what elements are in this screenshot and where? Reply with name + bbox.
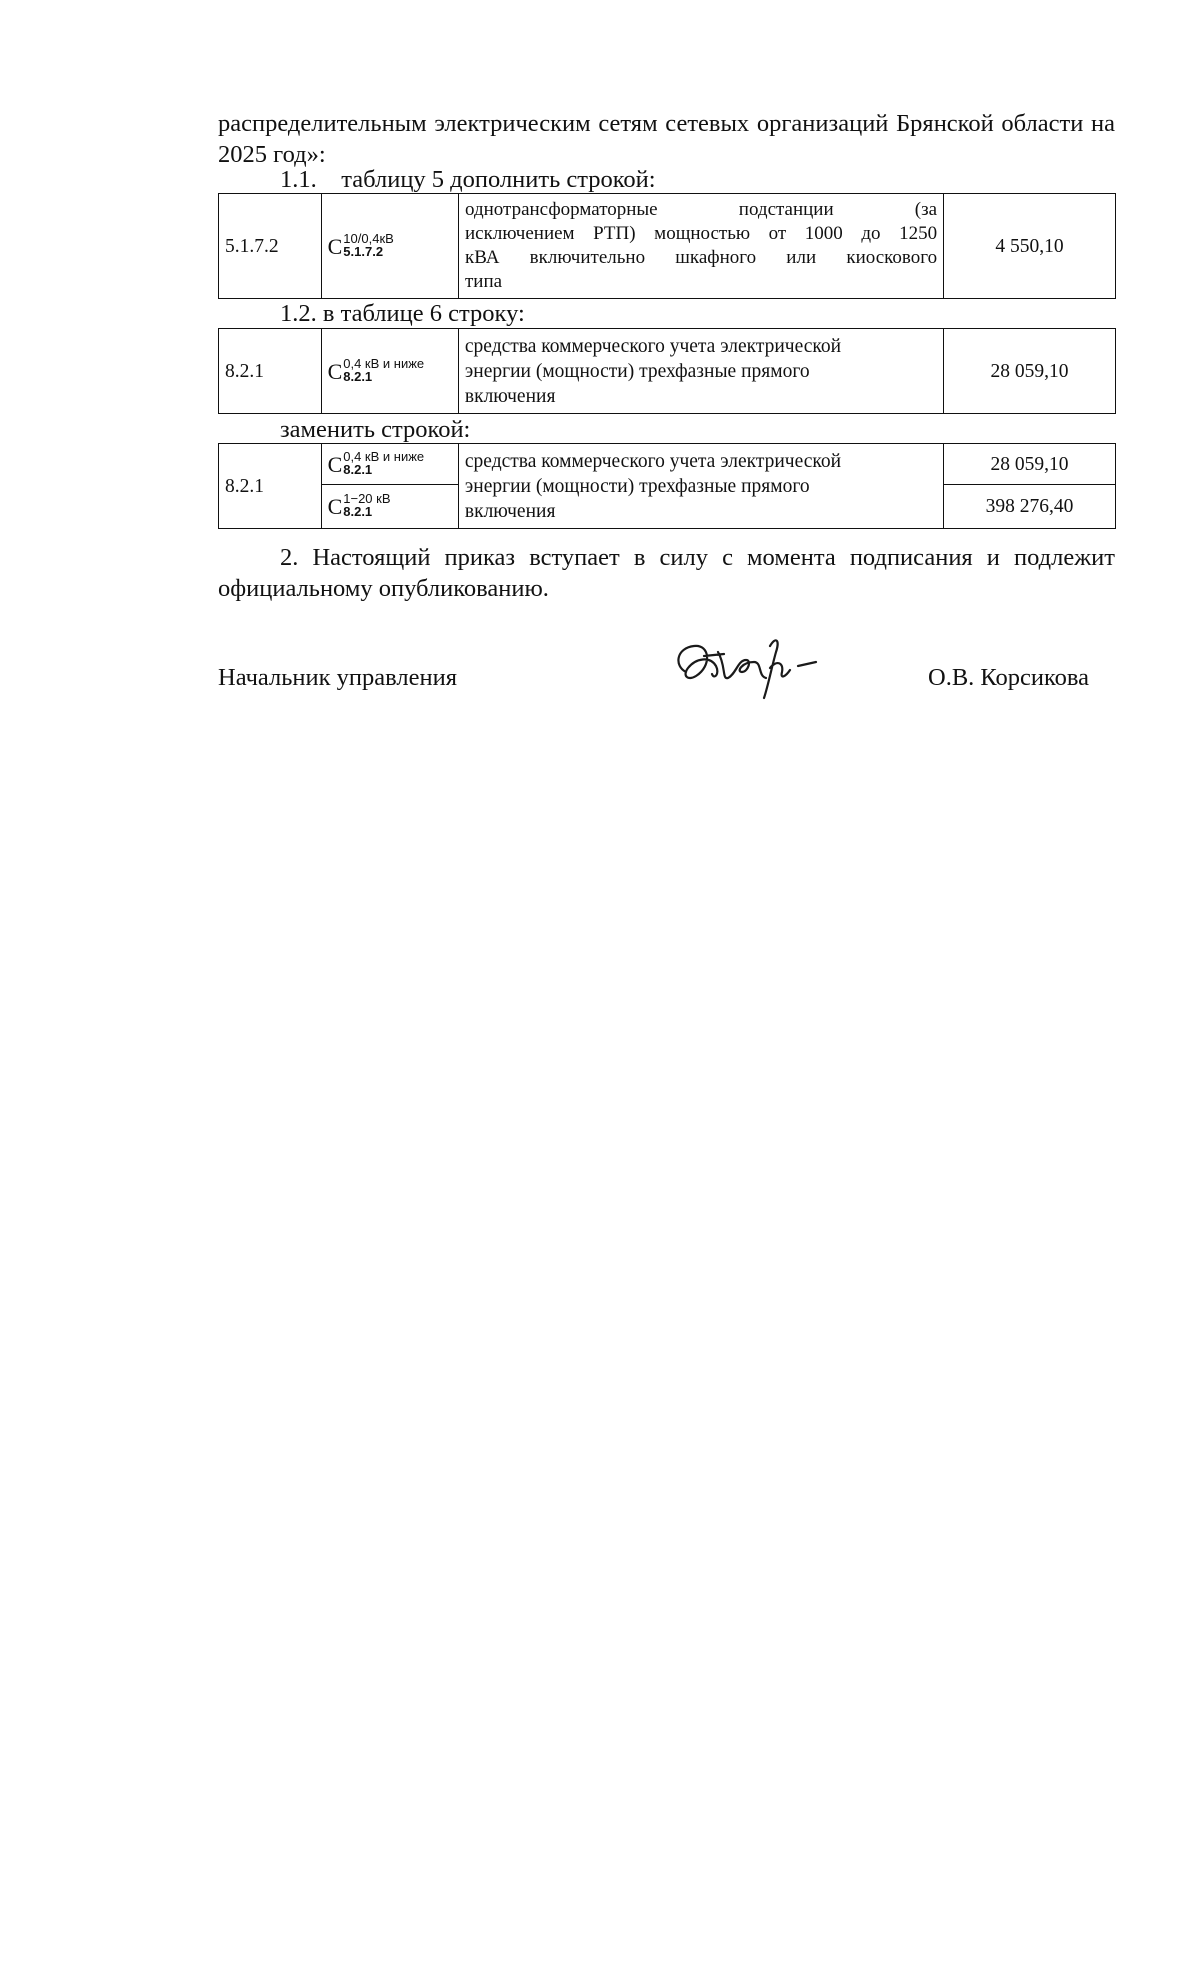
rate-symbol-low-voltage: С 0,4 кВ и ниже 8.2.1 (321, 444, 458, 485)
table-row (219, 194, 1116, 299)
table5-addition (218, 193, 1116, 299)
row-description: средства коммерческого учета электрической энергии (мощности) трехфазные прямого включения (458, 329, 943, 414)
rate-symbol: С 10/0,4кВ 5.1.7.2 (321, 194, 458, 299)
row-value-low-voltage: 28 059,10 (943, 444, 1115, 485)
item-1-1-heading: 1.1. таблицу 5 дополнить строкой: (280, 166, 656, 193)
item-2-paragraph: 2. Настоящий приказ вступает в силу с момента подписания и подлежит официальному опубликованию. (218, 544, 1115, 602)
intro-paragraph: распределительным электрическим сетям сетевых организаций Брянской области на 2025 год»: (218, 110, 1115, 168)
signer-title: Начальник управления (218, 664, 457, 691)
row-description: средства коммерческого учета электрической энергии (мощности) трехфазные прямого включения (458, 444, 943, 529)
row-value-1-20kv: 398 276,40 (943, 485, 1115, 529)
replace-heading: заменить строкой: (280, 416, 471, 443)
signer-name: О.В. Корсикова (928, 664, 1090, 691)
row-value: 4 550,10 (944, 194, 1116, 299)
table6-new-row (218, 443, 1116, 529)
row-code: 8.2.1 (219, 444, 322, 529)
row-value: 28 059,10 (943, 329, 1115, 414)
table-row (219, 444, 1116, 485)
table-row (219, 329, 1116, 414)
row-description: однотрансформаторные подстанции (за исключением РТП) мощностью от 1000 до 1250 кВА включительно шкафного или киоскового типа (459, 194, 944, 299)
item-1-2-heading: 1.2. в таблице 6 строку: (280, 300, 525, 327)
table6-old-row (218, 328, 1116, 414)
rate-symbol-1-20kv: С 1−20 кВ 8.2.1 (321, 485, 458, 529)
handwritten-signature (666, 626, 826, 702)
row-code: 8.2.1 (219, 329, 322, 414)
rate-symbol: С 0,4 кВ и ниже 8.2.1 (321, 329, 458, 414)
row-code: 5.1.7.2 (219, 194, 322, 299)
